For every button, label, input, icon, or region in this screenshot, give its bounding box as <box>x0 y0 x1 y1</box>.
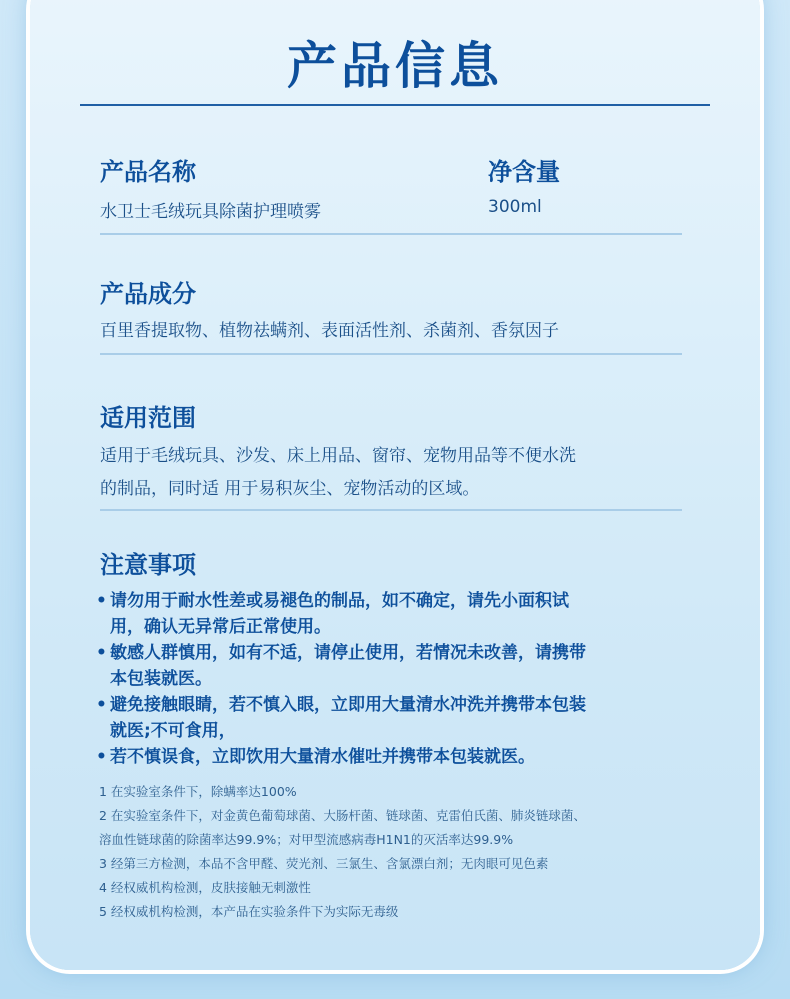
usage-scope-line: 的制品，同时适 用于易积灰尘、宠物活动的区域。 <box>100 479 480 499</box>
bullet-icon: • <box>96 747 107 767</box>
usage-scope-label: 适用范围 <box>100 404 196 432</box>
section-divider <box>100 509 682 511</box>
footnote: 1 在实验室条件下，除螨率达100% <box>99 784 297 799</box>
footnotes <box>99 780 719 924</box>
product-name-label: 产品名称 <box>100 158 196 186</box>
precaution-line: 避免接触眼睛，若不慎入眼，立即用大量清水冲洗并携带本包装 <box>110 695 586 715</box>
title-divider <box>80 104 710 106</box>
bullet-icon: • <box>96 695 107 715</box>
ingredients-label: 产品成分 <box>100 280 196 308</box>
precaution-line: 本包装就医。 <box>110 669 212 689</box>
precaution-line: 请勿用于耐水性差或易褪色的制品，如不确定，请先小面积试 <box>110 591 569 611</box>
precautions-label: 注意事项 <box>100 551 196 579</box>
page-title: 产品信息 <box>287 37 503 95</box>
net-content-label: 净含量 <box>488 158 560 186</box>
precaution-line: 若不慎误食，立即饮用大量清水催吐并携带本包装就医。 <box>110 747 535 767</box>
precaution-line: 就医;不可食用， <box>110 721 236 741</box>
precaution-item <box>96 640 716 692</box>
product-name-value: 水卫士毛绒玩具除菌护理喷雾 <box>100 202 321 222</box>
net-content-value: 300ml <box>488 197 542 217</box>
bullet-icon: • <box>96 643 107 663</box>
footnote: 溶血性链球菌的除菌率达99.9%；对甲型流感病毒H1N1的灭活率达99.9% <box>99 832 514 847</box>
ingredients-value: 百里香提取物、植物祛螨剂、表面活性剂、杀菌剂、香氛因子 <box>100 321 559 341</box>
precaution-line: 敏感人群慎用，如有不适，请停止使用，若情况未改善，请携带 <box>110 643 586 663</box>
bullet-icon: • <box>96 591 107 611</box>
footnote: 3 经第三方检测，本品不含甲醛、荧光剂、三氯生、含氯漂白剂；无肉眼可见色素 <box>99 856 549 871</box>
precaution-item <box>96 744 716 770</box>
section-divider <box>100 353 682 355</box>
footnote: 4 经权威机构检测，皮肤接触无刺激性 <box>99 880 311 895</box>
footnote: 5 经权威机构检测，本产品在实验条件下为实际无毒级 <box>99 904 399 919</box>
precaution-line: 用，确认无异常后正常使用。 <box>110 617 331 637</box>
footnote: 2 在实验室条件下，对金黄色葡萄球菌、大肠杆菌、链球菌、克雷伯氏菌、肺炎链球菌、 <box>99 808 586 823</box>
precaution-item <box>96 692 716 744</box>
section-divider <box>100 233 682 235</box>
precautions-list <box>96 588 716 770</box>
usage-scope-line: 适用于毛绒玩具、沙发、床上用品、窗帘、宠物用品等不便水洗 <box>100 446 576 466</box>
precaution-item <box>96 588 716 640</box>
